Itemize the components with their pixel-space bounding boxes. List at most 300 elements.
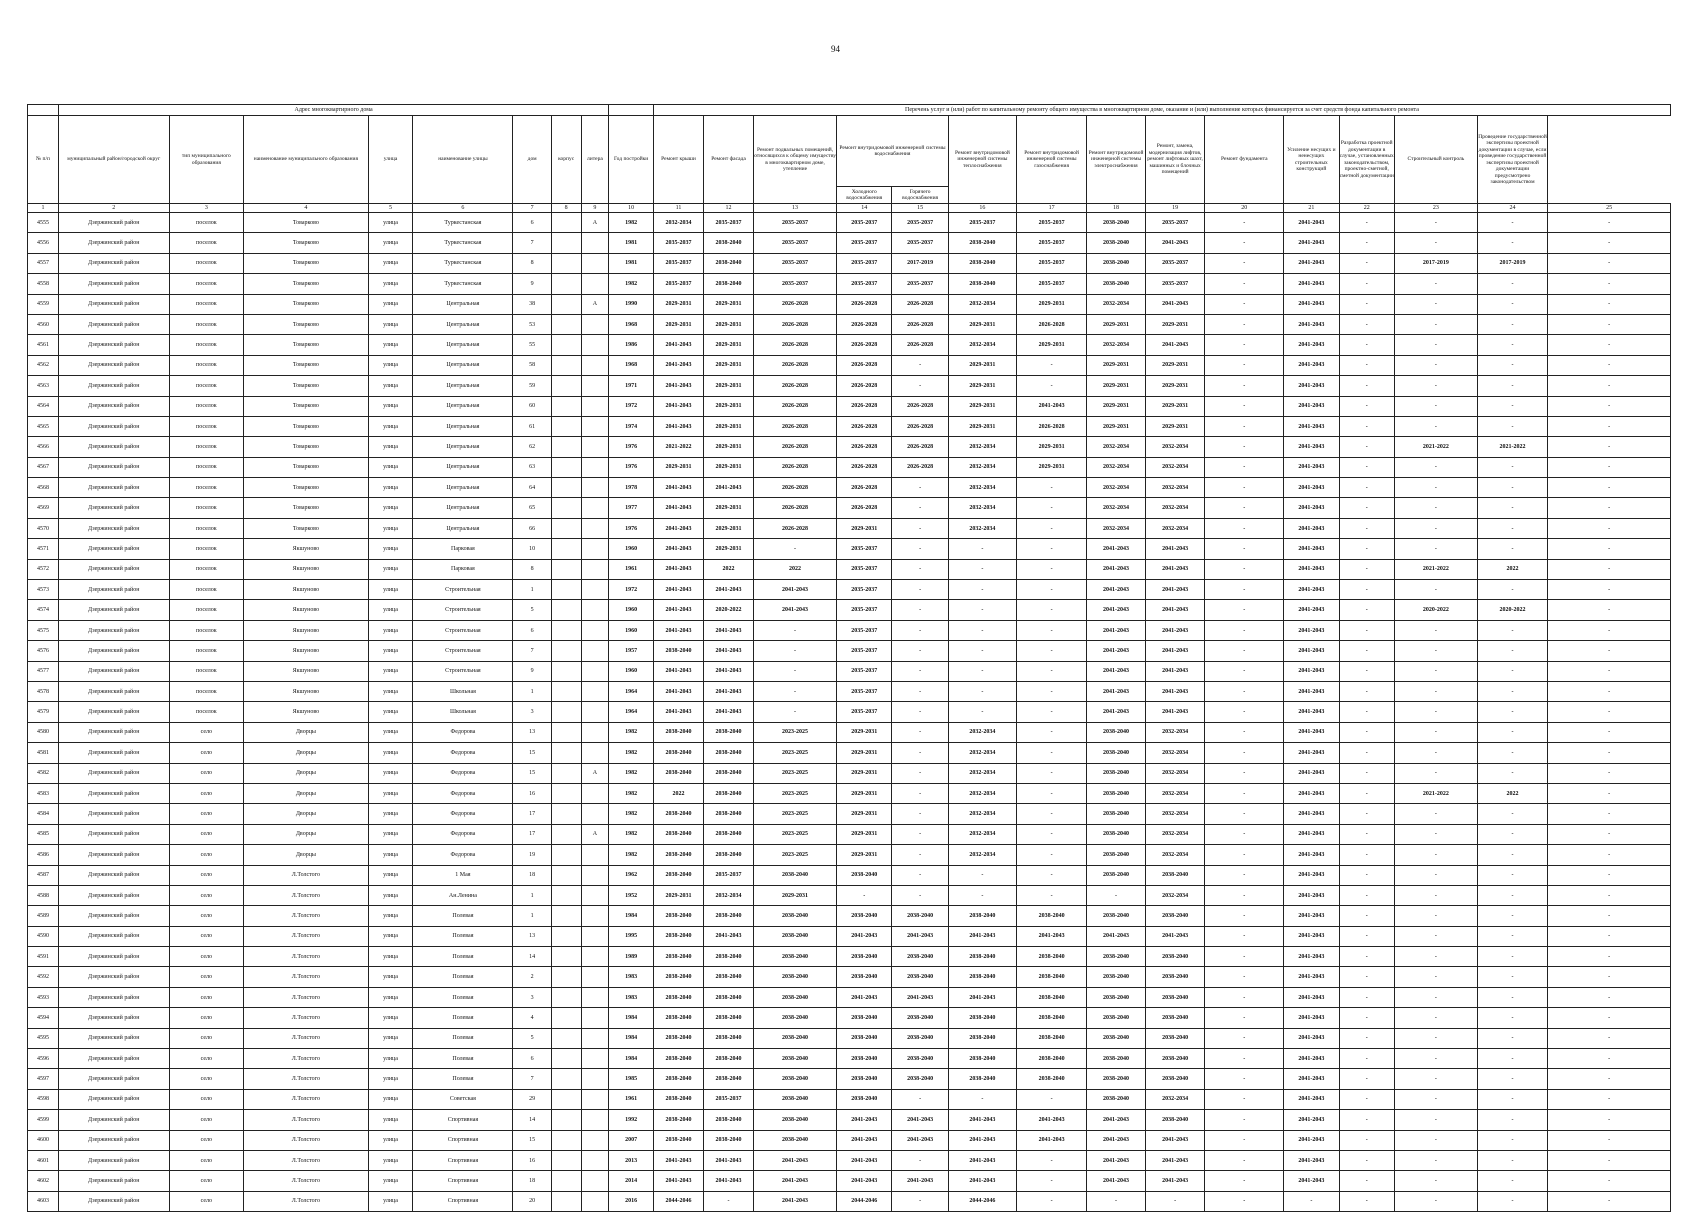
table-cell: 2035-2037 bbox=[892, 274, 948, 294]
table-cell: - bbox=[1205, 580, 1284, 600]
table-cell: Дзержинский район bbox=[58, 722, 169, 742]
table-cell: - bbox=[1548, 600, 1671, 620]
table-cell: 2041-2043 bbox=[948, 1171, 1016, 1191]
table-cell: - bbox=[892, 824, 948, 844]
table-cell: 1978 bbox=[609, 478, 654, 498]
column-number: 1 bbox=[28, 204, 59, 213]
table-cell: - bbox=[1548, 1150, 1671, 1170]
table-cell: 2038-2040 bbox=[653, 1110, 703, 1130]
table-cell: Л.Толстого bbox=[244, 1171, 369, 1191]
table-cell: - bbox=[892, 580, 948, 600]
table-cell: улица bbox=[368, 335, 413, 355]
table-cell bbox=[551, 335, 581, 355]
table-cell: улица bbox=[368, 987, 413, 1007]
table-cell bbox=[581, 906, 609, 926]
table-cell: 2029-2031 bbox=[704, 294, 754, 314]
table-cell: 2041-2043 bbox=[1145, 1171, 1205, 1191]
table-cell: 2026-2028 bbox=[892, 294, 948, 314]
table-cell: 1964 bbox=[609, 681, 654, 701]
table-cell: 4597 bbox=[28, 1069, 59, 1089]
table-cell: Центральная bbox=[413, 457, 513, 477]
table-row bbox=[28, 865, 1671, 885]
table-cell: Товарково bbox=[244, 498, 369, 518]
table-cell: 2041-2043 bbox=[948, 926, 1016, 946]
table-cell: 2023-2025 bbox=[754, 722, 837, 742]
table-cell: 2038-2040 bbox=[754, 987, 837, 1007]
column-number: 17 bbox=[1016, 204, 1086, 213]
table-cell: - bbox=[1477, 1150, 1547, 1170]
table-row bbox=[28, 274, 1671, 294]
table-cell: 2041-2043 bbox=[1087, 600, 1146, 620]
table-cell: 2038-2040 bbox=[837, 1049, 892, 1069]
table-cell: 2038-2040 bbox=[754, 1130, 837, 1150]
table-cell bbox=[551, 253, 581, 273]
table-cell: 2035-2037 bbox=[837, 213, 892, 233]
table-cell: 2029-2031 bbox=[1087, 376, 1146, 396]
table-cell: - bbox=[948, 641, 1016, 661]
table-cell: - bbox=[1339, 865, 1394, 885]
table-cell: 2029-2031 bbox=[948, 376, 1016, 396]
table-cell: 2041-2043 bbox=[1284, 967, 1339, 987]
table-cell bbox=[581, 1049, 609, 1069]
table-cell: Товарково bbox=[244, 233, 369, 253]
table-cell: 2041-2043 bbox=[1145, 233, 1205, 253]
table-cell: - bbox=[1087, 1191, 1146, 1211]
table-row bbox=[28, 1069, 1671, 1089]
table-cell: Дзержинский район bbox=[58, 906, 169, 926]
table-cell bbox=[551, 824, 581, 844]
table-cell: 2032-2034 bbox=[948, 335, 1016, 355]
table-cell bbox=[581, 559, 609, 579]
table-cell: 2032-2034 bbox=[1145, 478, 1205, 498]
table-cell: 2041-2043 bbox=[1284, 580, 1339, 600]
table-cell: Центральная bbox=[413, 416, 513, 436]
table-cell: Товарково bbox=[244, 478, 369, 498]
table-cell: 2041-2043 bbox=[1016, 1130, 1086, 1150]
table-row bbox=[28, 1110, 1671, 1130]
table-cell: - bbox=[1339, 1110, 1394, 1130]
table-cell: - bbox=[1477, 987, 1547, 1007]
table-cell: 1983 bbox=[609, 967, 654, 987]
table-cell: улица bbox=[368, 518, 413, 538]
table-cell: 2032-2034 bbox=[1145, 804, 1205, 824]
table-cell: 2032-2034 bbox=[1145, 518, 1205, 538]
table-cell: 2032-2034 bbox=[1087, 478, 1146, 498]
table-cell: 5 bbox=[513, 600, 551, 620]
table-cell: 2041-2043 bbox=[704, 1171, 754, 1191]
table-cell: Дзержинский район bbox=[58, 681, 169, 701]
table-cell: 2038-2040 bbox=[1145, 906, 1205, 926]
table-cell: - bbox=[1205, 804, 1284, 824]
table-cell: Л.Толстого bbox=[244, 906, 369, 926]
table-row bbox=[28, 518, 1671, 538]
table-cell: 2041-2043 bbox=[1284, 1028, 1339, 1048]
table-cell: - bbox=[1087, 885, 1146, 905]
table-cell: 2038-2040 bbox=[653, 845, 703, 865]
table-cell: 4595 bbox=[28, 1028, 59, 1048]
table-cell: 1989 bbox=[609, 947, 654, 967]
table-cell: улица bbox=[368, 783, 413, 803]
table-row bbox=[28, 641, 1671, 661]
table-cell: поселок bbox=[169, 539, 244, 559]
table-cell: 2029-2031 bbox=[1087, 355, 1146, 375]
table-cell bbox=[581, 478, 609, 498]
table-cell: - bbox=[754, 620, 837, 640]
table-cell: - bbox=[1339, 702, 1394, 722]
table-cell: Спортивная bbox=[413, 1110, 513, 1130]
table-cell: - bbox=[1016, 1150, 1086, 1170]
table-cell: - bbox=[1205, 233, 1284, 253]
table-cell: Дзержинский район bbox=[58, 274, 169, 294]
table-cell: 2041-2043 bbox=[653, 335, 703, 355]
table-cell: 2026-2028 bbox=[837, 335, 892, 355]
table-cell: - bbox=[1548, 1008, 1671, 1028]
table-cell: 2038-2040 bbox=[704, 274, 754, 294]
table-cell: 2038-2040 bbox=[653, 763, 703, 783]
table-row bbox=[28, 1089, 1671, 1109]
table-cell: 2026-2028 bbox=[837, 376, 892, 396]
table-cell: Дзержинский район bbox=[58, 967, 169, 987]
table-cell: 2041-2043 bbox=[1284, 457, 1339, 477]
table-cell: 2038-2040 bbox=[653, 1130, 703, 1150]
table-cell: Федорова bbox=[413, 845, 513, 865]
table-cell: 2026-2028 bbox=[892, 335, 948, 355]
table-cell: 2041-2043 bbox=[1284, 1008, 1339, 1028]
table-cell: Дзержинский район bbox=[58, 1191, 169, 1211]
table-cell: Л.Толстого bbox=[244, 1110, 369, 1130]
table-cell: - bbox=[1394, 824, 1477, 844]
table-cell: 2038-2040 bbox=[754, 1008, 837, 1028]
table-cell: 2038-2040 bbox=[754, 947, 837, 967]
group-header-row bbox=[28, 105, 1671, 116]
table-cell: - bbox=[1477, 641, 1547, 661]
table-cell: 2041-2043 bbox=[1145, 926, 1205, 946]
table-cell: Федорова bbox=[413, 743, 513, 763]
table-cell bbox=[551, 355, 581, 375]
table-cell bbox=[551, 498, 581, 518]
table-cell: 1961 bbox=[609, 1089, 654, 1109]
table-cell: - bbox=[1477, 824, 1547, 844]
table-cell: - bbox=[1205, 681, 1284, 701]
table-cell: - bbox=[1477, 947, 1547, 967]
table-cell: 2016 bbox=[609, 1191, 654, 1211]
table-cell: 2035-2037 bbox=[704, 213, 754, 233]
table-cell: 4557 bbox=[28, 253, 59, 273]
table-cell: - bbox=[1477, 804, 1547, 824]
table-cell bbox=[581, 722, 609, 742]
table-cell: 2022 bbox=[704, 559, 754, 579]
table-cell: 58 bbox=[513, 355, 551, 375]
table-cell: - bbox=[1394, 845, 1477, 865]
table-cell: 2026-2028 bbox=[837, 294, 892, 314]
table-cell: 2041-2043 bbox=[1145, 559, 1205, 579]
table-cell: поселок bbox=[169, 253, 244, 273]
table-cell: 2038-2040 bbox=[704, 233, 754, 253]
table-cell: Л.Толстого bbox=[244, 1069, 369, 1089]
table-cell: - bbox=[1548, 478, 1671, 498]
table-cell: улица bbox=[368, 1008, 413, 1028]
table-cell: 2026-2028 bbox=[754, 314, 837, 334]
table-cell: 4556 bbox=[28, 233, 59, 253]
table-cell: 2038-2040 bbox=[1145, 987, 1205, 1007]
table-cell: - bbox=[1394, 1171, 1477, 1191]
table-cell: 2029-2031 bbox=[837, 783, 892, 803]
table-cell: 2041-2043 bbox=[837, 987, 892, 1007]
table-cell: 2038-2040 bbox=[1087, 967, 1146, 987]
table-cell: Спортивная bbox=[413, 1130, 513, 1150]
column-number: 5 bbox=[368, 204, 413, 213]
column-header: Ремонт, замена, модернизация лифтов, ремонт лифтовых шахт, машинных и блочных помещений bbox=[1145, 116, 1205, 204]
table-cell: 4558 bbox=[28, 274, 59, 294]
table-cell: - bbox=[1477, 539, 1547, 559]
table-cell: 2038-2040 bbox=[704, 845, 754, 865]
table-cell: 2038-2040 bbox=[653, 947, 703, 967]
table-cell: 2029-2031 bbox=[837, 518, 892, 538]
table-cell: - bbox=[1394, 416, 1477, 436]
table-cell: поселок bbox=[169, 376, 244, 396]
table-cell: - bbox=[1205, 845, 1284, 865]
table-cell: 2041-2043 bbox=[1284, 926, 1339, 946]
table-cell: 2026-2028 bbox=[837, 478, 892, 498]
table-cell: 2029-2031 bbox=[704, 376, 754, 396]
table-cell: 1974 bbox=[609, 416, 654, 436]
table-cell: 14 bbox=[513, 1110, 551, 1130]
table-cell: - bbox=[1394, 233, 1477, 253]
table-cell: 2023-2025 bbox=[754, 763, 837, 783]
table-cell: улица bbox=[368, 1049, 413, 1069]
table-cell: - bbox=[1016, 641, 1086, 661]
table-cell: - bbox=[1394, 335, 1477, 355]
table-cell: - bbox=[1394, 681, 1477, 701]
table-cell bbox=[551, 376, 581, 396]
table-cell: - bbox=[948, 559, 1016, 579]
table-cell bbox=[581, 600, 609, 620]
table-cell: 9 bbox=[513, 661, 551, 681]
table-cell bbox=[551, 1028, 581, 1048]
table-cell: улица bbox=[368, 396, 413, 416]
table-cell: - bbox=[1339, 253, 1394, 273]
table-cell: 1 bbox=[513, 885, 551, 905]
table-cell: - bbox=[948, 539, 1016, 559]
table-cell: Туркестанская bbox=[413, 253, 513, 273]
table-cell: село bbox=[169, 1110, 244, 1130]
table-cell: 4594 bbox=[28, 1008, 59, 1028]
column-header: Ремонт подвальных помещений, относящихся к общему имуществу в многоквартирном доме, утепление bbox=[754, 116, 837, 204]
table-cell: 1984 bbox=[609, 1028, 654, 1048]
table-cell: 4585 bbox=[28, 824, 59, 844]
table-cell: 2038-2040 bbox=[704, 1110, 754, 1130]
table-cell: 2035-2037 bbox=[837, 620, 892, 640]
table-cell: - bbox=[1205, 926, 1284, 946]
table-row bbox=[28, 620, 1671, 640]
table-cell: 4561 bbox=[28, 335, 59, 355]
table-cell: улица bbox=[368, 702, 413, 722]
table-cell: - bbox=[1548, 1089, 1671, 1109]
table-cell: - bbox=[1477, 1171, 1547, 1191]
table-cell: 4560 bbox=[28, 314, 59, 334]
table-cell: - bbox=[1339, 1028, 1394, 1048]
table-cell: - bbox=[1477, 1191, 1547, 1211]
table-cell: 2041-2043 bbox=[892, 987, 948, 1007]
table-cell: 2038-2040 bbox=[653, 1008, 703, 1028]
table-cell: - bbox=[1339, 906, 1394, 926]
table-cell bbox=[551, 702, 581, 722]
table-cell: Центральная bbox=[413, 314, 513, 334]
table-cell: 2026-2028 bbox=[892, 416, 948, 436]
table-cell: 4592 bbox=[28, 967, 59, 987]
table-cell: 2041-2043 bbox=[892, 926, 948, 946]
table-cell: - bbox=[1394, 1110, 1477, 1130]
table-cell: 2032-2034 bbox=[948, 804, 1016, 824]
table-cell: Парковая bbox=[413, 559, 513, 579]
table-cell: 2041-2043 bbox=[1284, 1089, 1339, 1109]
table-cell bbox=[551, 1049, 581, 1069]
table-cell: - bbox=[1016, 600, 1086, 620]
table-cell: улица bbox=[368, 1191, 413, 1211]
table-cell: - bbox=[1394, 498, 1477, 518]
table-cell: улица bbox=[368, 947, 413, 967]
table-cell: 2026-2028 bbox=[754, 518, 837, 538]
table-row bbox=[28, 1008, 1671, 1028]
table-cell: село bbox=[169, 743, 244, 763]
table-cell: 4572 bbox=[28, 559, 59, 579]
table-cell: село bbox=[169, 987, 244, 1007]
table-cell: - bbox=[1016, 518, 1086, 538]
table-cell: 2038-2040 bbox=[837, 947, 892, 967]
table-cell: Якшуново bbox=[244, 559, 369, 579]
table-cell: Полевая bbox=[413, 967, 513, 987]
table-cell: 2041-2043 bbox=[1087, 661, 1146, 681]
table-cell: - bbox=[1548, 947, 1671, 967]
table-cell: 2038-2040 bbox=[837, 1028, 892, 1048]
table-cell: - bbox=[1339, 1171, 1394, 1191]
table-cell: 2026-2028 bbox=[837, 498, 892, 518]
table-cell: - bbox=[1477, 1110, 1547, 1130]
table-cell: - bbox=[1339, 213, 1394, 233]
table-cell: село bbox=[169, 824, 244, 844]
table-cell: 2044-2046 bbox=[948, 1191, 1016, 1211]
table-cell: - bbox=[1205, 661, 1284, 681]
table-cell: 2038-2040 bbox=[653, 1028, 703, 1048]
table-cell: - bbox=[1205, 416, 1284, 436]
table-row bbox=[28, 335, 1671, 355]
table-row bbox=[28, 1171, 1671, 1191]
table-cell bbox=[551, 926, 581, 946]
table-cell: Дзержинский район bbox=[58, 600, 169, 620]
table-cell bbox=[581, 1089, 609, 1109]
table-cell: - bbox=[1477, 702, 1547, 722]
column-number: 8 bbox=[551, 204, 581, 213]
table-cell: 2038-2040 bbox=[892, 1028, 948, 1048]
table-cell bbox=[581, 641, 609, 661]
table-cell: 2026-2028 bbox=[892, 314, 948, 334]
table-cell: Туркестанская bbox=[413, 213, 513, 233]
table-cell: - bbox=[1477, 376, 1547, 396]
table-cell bbox=[551, 661, 581, 681]
table-cell: Якшуново bbox=[244, 539, 369, 559]
table-cell: 2041-2043 bbox=[653, 498, 703, 518]
table-cell: 2041-2043 bbox=[1145, 641, 1205, 661]
table-cell: - bbox=[1205, 376, 1284, 396]
table-cell: улица bbox=[368, 1028, 413, 1048]
column-number: 18 bbox=[1087, 204, 1146, 213]
table-cell: - bbox=[1016, 620, 1086, 640]
table-cell: 4591 bbox=[28, 947, 59, 967]
table-cell: - bbox=[1016, 1191, 1086, 1211]
table-cell: 2041-2043 bbox=[1145, 600, 1205, 620]
table-cell: - bbox=[1477, 681, 1547, 701]
table-cell: - bbox=[948, 865, 1016, 885]
table-cell bbox=[551, 763, 581, 783]
table-cell: 2029-2031 bbox=[1087, 416, 1146, 436]
table-cell: село bbox=[169, 845, 244, 865]
table-cell: 2032-2034 bbox=[1145, 824, 1205, 844]
table-row bbox=[28, 1191, 1671, 1211]
table-cell: 2035-2037 bbox=[1145, 274, 1205, 294]
table-cell: улица bbox=[368, 1110, 413, 1130]
table-cell: 1968 bbox=[609, 355, 654, 375]
address-group-header: Адрес многоквартирного дома bbox=[58, 105, 608, 116]
table-cell: 2032-2034 bbox=[948, 437, 1016, 457]
table-cell: 2038-2040 bbox=[1087, 253, 1146, 273]
table-cell: - bbox=[1548, 213, 1671, 233]
table-cell: - bbox=[1477, 743, 1547, 763]
table-cell: - bbox=[892, 865, 948, 885]
table-cell: 2041-2043 bbox=[754, 600, 837, 620]
table-cell: - bbox=[1339, 1069, 1394, 1089]
table-cell: - bbox=[1339, 804, 1394, 824]
table-cell: 15 bbox=[513, 743, 551, 763]
table-cell: - bbox=[1394, 987, 1477, 1007]
table-cell: 2038-2040 bbox=[1087, 987, 1146, 1007]
table-cell: 1 bbox=[513, 906, 551, 926]
table-cell: 2041-2043 bbox=[704, 620, 754, 640]
table-cell: 2038-2040 bbox=[1087, 804, 1146, 824]
table-cell: - bbox=[1205, 294, 1284, 314]
table-cell: - bbox=[1205, 722, 1284, 742]
table-row bbox=[28, 1150, 1671, 1170]
table-cell: - bbox=[1205, 947, 1284, 967]
table-cell: 2032-2034 bbox=[1087, 335, 1146, 355]
table-cell: 2032-2034 bbox=[1087, 457, 1146, 477]
table-cell: 2041-2043 bbox=[1284, 763, 1339, 783]
table-cell: Товарково bbox=[244, 253, 369, 273]
table-cell: Якшуново bbox=[244, 661, 369, 681]
column-header: Ремонт внутридомовой инженерной системы электроснабжения bbox=[1087, 116, 1146, 204]
table-cell: 2041-2043 bbox=[704, 580, 754, 600]
table-cell bbox=[581, 376, 609, 396]
table-cell: 2038-2040 bbox=[754, 1110, 837, 1130]
table-cell: 2041-2043 bbox=[704, 681, 754, 701]
table-cell: 2029-2031 bbox=[704, 355, 754, 375]
table-cell: Товарково bbox=[244, 457, 369, 477]
table-cell: 6 bbox=[513, 620, 551, 640]
table-cell: 2035-2037 bbox=[837, 661, 892, 681]
table-cell: 4599 bbox=[28, 1110, 59, 1130]
table-cell: 18 bbox=[513, 1171, 551, 1191]
table-cell: Товарково bbox=[244, 376, 369, 396]
table-cell: 38 bbox=[513, 294, 551, 314]
table-cell: 2038-2040 bbox=[837, 967, 892, 987]
table-cell: Дзержинский район bbox=[58, 518, 169, 538]
table-cell: - bbox=[1016, 580, 1086, 600]
table-cell bbox=[581, 1130, 609, 1150]
table-cell: Строительная bbox=[413, 641, 513, 661]
table-cell: - bbox=[1477, 906, 1547, 926]
table-cell: 2029-2031 bbox=[1145, 376, 1205, 396]
table-cell: Дзержинский район bbox=[58, 743, 169, 763]
table-cell: - bbox=[1394, 1089, 1477, 1109]
